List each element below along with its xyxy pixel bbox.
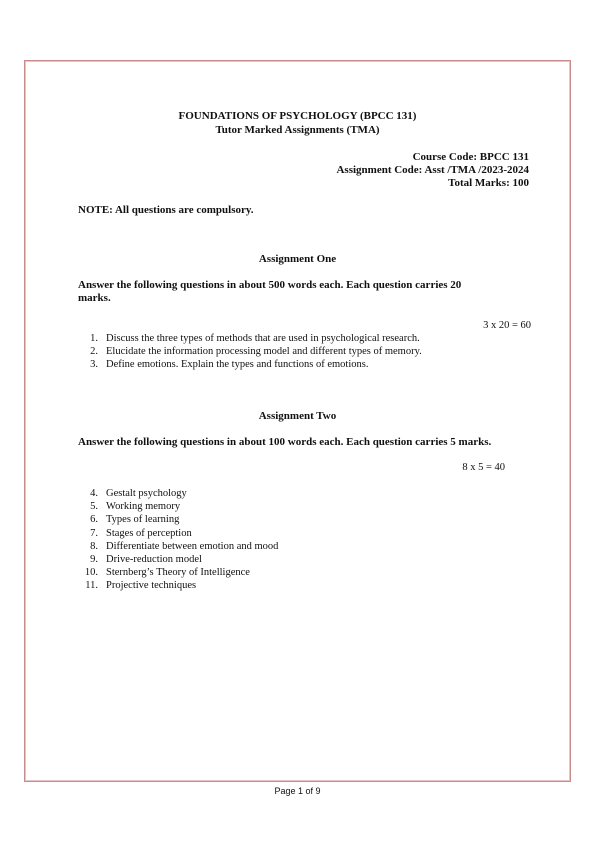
question-item [78,332,422,345]
question-text: Drive-reduction model [106,553,202,565]
question-item [78,540,278,553]
question-item [78,487,278,500]
question-item [78,513,278,526]
assignment-two-heading: Assignment Two [258,410,337,422]
question-text: Working memory [106,501,181,513]
assignment-one-heading: Assignment One [258,253,337,265]
total-marks: Total Marks: 100 [448,177,529,189]
question-text: Define emotions. Explain the types and functions of emotions. [106,359,369,371]
assignment-one-question-list [78,332,422,372]
question-text: Elucidate the information processing model and different types of memory. [106,346,422,358]
question-text: Sternberg’s Theory of Intelligence [106,567,250,579]
question-number: 10. [84,567,98,579]
question-number: 4. [90,488,98,499]
document-title: FOUNDATIONS OF PSYCHOLOGY (BPCC 131) [178,110,417,122]
question-item [78,566,278,579]
question-text: Discuss the three types of methods that are used in psychological research. [106,333,420,344]
question-number: 2. [90,346,98,358]
question-text: Gestalt psychology [106,488,187,499]
question-text: Projective techniques [106,580,197,592]
question-text: Types of learning [106,514,180,526]
question-number: 9. [90,553,98,565]
assignment-two-marks: 8 x 5 = 40 [462,462,505,473]
assignment-one-instruction-line1: Answer the following questions in about 500 words each. Each question carries 20 [78,279,462,291]
document-subtitle: Tutor Marked Assignments (TMA) [215,124,380,136]
question-text: Differentiate between emotion and mood [106,540,279,552]
assignment-one-instruction-line2: marks. [78,292,111,304]
question-item [78,553,278,566]
note-text: NOTE: All questions are compulsory. [78,204,254,216]
question-number: 7. [90,527,98,539]
question-item [78,345,422,358]
question-item [78,500,278,513]
question-number: 1. [90,333,98,344]
question-item [78,579,278,592]
page-number: Page 1 of 9 [274,786,321,796]
question-number: 3. [90,359,98,371]
question-number: 6. [90,514,98,526]
question-item [78,527,278,540]
question-number: 8. [90,540,98,552]
assignment-two-instruction: Answer the following questions in about 100 words each. Each question carries 5 marks. [78,436,492,448]
question-text: Stages of perception [106,527,192,539]
course-code: Course Code: BPCC 131 [412,151,529,163]
question-number: 5. [90,501,98,513]
assignment-one-marks: 3 x 20 = 60 [483,320,531,331]
question-number: 11. [85,580,98,592]
question-item [78,358,422,371]
assignment-code: Assignment Code: Asst /TMA /2023-2024 [336,164,529,176]
assignment-two-question-list [78,487,278,593]
